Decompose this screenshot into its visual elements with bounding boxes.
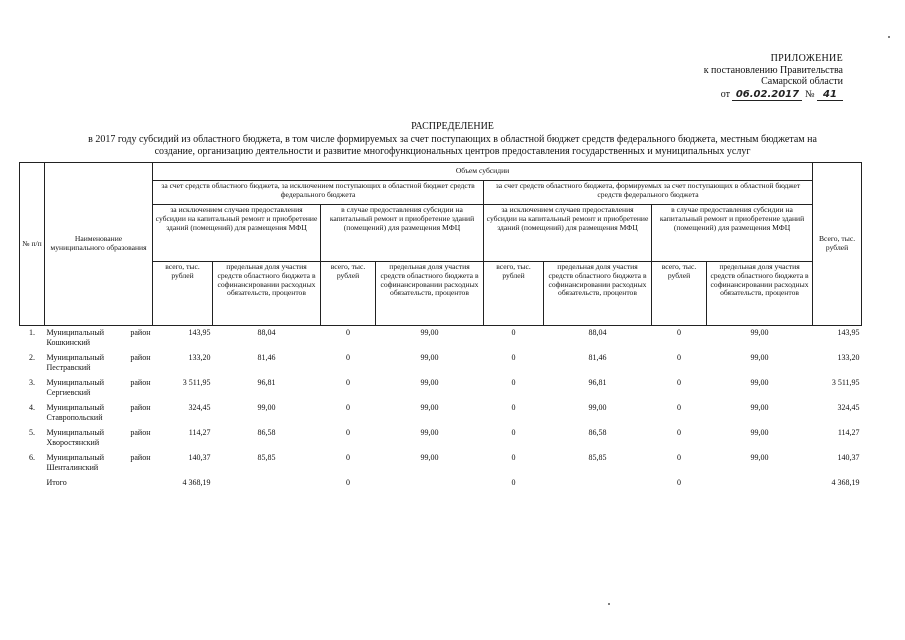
cell-share-4: 99,00 xyxy=(750,453,769,462)
handwritten-date: 06.02.2017 xyxy=(732,90,802,101)
cell-sum-2: 0 xyxy=(346,403,350,412)
name-part-b: район xyxy=(130,378,151,387)
cell-sum-2: 0 xyxy=(346,328,350,337)
cell-share-2: 99,00 xyxy=(420,403,439,412)
total-share-4-empty xyxy=(707,476,813,492)
cell-sum-4: 0 xyxy=(677,428,681,437)
appendix-title: ПРИЛОЖЕНИЕ xyxy=(770,53,843,64)
cell-sum-1: 324,45 xyxy=(188,403,211,412)
name-part-b: район xyxy=(130,453,151,462)
total-label: Итого xyxy=(46,478,67,487)
cell-total: 114,27 xyxy=(837,428,860,437)
cell-share-1: 88,04 xyxy=(257,328,276,337)
total-row xyxy=(20,476,862,492)
name-part-a: Муниципальный xyxy=(46,428,105,437)
total-sum-4: 0 xyxy=(677,478,681,487)
header-total: Всего, тыс. рублей xyxy=(813,163,862,326)
cell-share-4: 99,00 xyxy=(750,428,769,437)
row-municipality xyxy=(45,376,153,401)
cell-total: 143,95 xyxy=(837,328,860,337)
cell-sum-1: 140,37 xyxy=(188,453,211,462)
header-share-3: предельная доля участия средств областного бюджета в софинансировании расходных обязательств, процентов xyxy=(544,262,652,326)
cell-share-4: 99,00 xyxy=(750,403,769,412)
cell-share-1: 86,58 xyxy=(257,428,276,437)
scan-speck xyxy=(888,36,890,38)
table-row xyxy=(20,401,862,426)
cell-sum-1: 3 511,95 xyxy=(182,378,211,387)
row-num: 1. xyxy=(29,328,35,337)
total-share-3-empty xyxy=(544,476,652,492)
cell-sum-2: 0 xyxy=(346,353,350,362)
header-municipality: Наименование муниципального образования xyxy=(45,163,153,326)
header-federal-capital-repair: в случае предоставления субсидии на капитальный ремонт и приобретение зданий (помещений) для размещения МФЦ xyxy=(652,205,813,262)
cell-sum-2: 0 xyxy=(346,453,350,462)
cell-share-4: 99,00 xyxy=(750,378,769,387)
name-part-c: Ставропольский xyxy=(46,412,103,422)
cell-share-4: 99,00 xyxy=(750,328,769,337)
name-part-c: Сергиевский xyxy=(46,387,91,397)
name-part-a: Муниципальный xyxy=(46,353,105,362)
cell-sum-4: 0 xyxy=(677,403,681,412)
row-num: 3. xyxy=(29,378,35,387)
total-share-2-empty xyxy=(376,476,484,492)
cell-sum-3: 0 xyxy=(511,453,516,462)
cell-total: 133,20 xyxy=(837,353,860,362)
heading-line-2: создание, организацию деятельности и развитие многофункциональных центров предоставления государственных и муниципальных услуг xyxy=(154,146,751,157)
name-part-c: Хворостянский xyxy=(46,437,100,447)
table-row xyxy=(20,451,862,476)
appendix-line-1: к постановлению Правительства xyxy=(703,64,843,76)
row-municipality xyxy=(45,451,153,476)
cell-share-3: 96,81 xyxy=(588,378,607,387)
name-part-b: район xyxy=(130,328,151,337)
name-part-a: Муниципальный xyxy=(46,378,105,387)
cell-share-1: 99,00 xyxy=(257,403,276,412)
cell-sum-3: 0 xyxy=(511,403,516,412)
name-part-c: Кошкинский xyxy=(46,337,91,347)
cell-share-2: 99,00 xyxy=(420,378,439,387)
name-part-b: район xyxy=(130,353,151,362)
cell-total: 3 511,95 xyxy=(831,378,860,387)
header-regional-except: за исключением случаев предоставления субсидии на капитальный ремонт и приобретение зданий (помещений) для размещения МФЦ xyxy=(153,205,321,262)
cell-sum-4: 0 xyxy=(677,328,681,337)
cell-sum-4: 0 xyxy=(677,353,681,362)
name-part-c: Шенталинский xyxy=(46,462,99,472)
header-share-4: предельная доля участия средств областного бюджета в софинансировании расходных обязательств, процентов xyxy=(707,262,813,326)
header-sum-1: всего, тыс. рублей xyxy=(153,262,213,326)
cell-share-4: 99,00 xyxy=(750,353,769,362)
cell-share-2: 99,00 xyxy=(420,328,439,337)
document-heading xyxy=(0,121,905,159)
row-num: 2. xyxy=(29,353,35,362)
row-municipality xyxy=(45,351,153,376)
cell-share-3: 81,46 xyxy=(588,353,607,362)
cell-total: 140,37 xyxy=(837,453,860,462)
cell-sum-2: 0 xyxy=(346,378,350,387)
cell-sum-3: 0 xyxy=(511,328,516,337)
appendix-line-2: Самарской области xyxy=(761,76,843,87)
table-row xyxy=(20,326,862,352)
cell-sum-1: 114,27 xyxy=(188,428,211,437)
name-part-b: район xyxy=(130,403,151,412)
table-row xyxy=(20,376,862,401)
cell-share-2: 99,00 xyxy=(420,353,439,362)
header-regional-capital-repair: в случае предоставления субсидии на капитальный ремонт и приобретение зданий (помещений) для размещения МФЦ xyxy=(321,205,484,262)
header-sum-4: всего, тыс. рублей xyxy=(652,262,707,326)
row-num: 5. xyxy=(29,428,35,437)
name-part-b: район xyxy=(130,428,151,437)
cell-sum-3: 0 xyxy=(511,428,516,437)
scan-speck xyxy=(608,603,610,605)
appendix-block xyxy=(643,53,843,101)
from-label: от xyxy=(720,88,730,100)
cell-sum-2: 0 xyxy=(346,428,350,437)
table-header xyxy=(20,163,862,326)
cell-sum-1: 133,20 xyxy=(188,353,211,362)
header-sum-2: всего, тыс. рублей xyxy=(321,262,376,326)
header-share-2: предельная доля участия средств областного бюджета в софинансировании расходных обязательств, процентов xyxy=(376,262,484,326)
cell-sum-1: 143,95 xyxy=(188,328,211,337)
row-municipality xyxy=(45,426,153,451)
cell-share-1: 96,81 xyxy=(257,378,276,387)
cell-sum-3: 0 xyxy=(511,353,516,362)
name-part-a: Муниципальный xyxy=(46,328,105,337)
row-municipality xyxy=(45,326,153,352)
cell-sum-4: 0 xyxy=(677,378,681,387)
cell-total: 324,45 xyxy=(837,403,860,412)
table-body xyxy=(20,326,862,492)
header-subsidy-volume: Объем субсидии xyxy=(153,163,813,181)
row-num: 6. xyxy=(29,453,35,462)
cell-sum-4: 0 xyxy=(677,453,681,462)
header-federal-except: за исключением случаев предоставления субсидии на капитальный ремонт и приобретение зданий (помещений) для размещения МФЦ xyxy=(484,205,652,262)
table-row xyxy=(20,351,862,376)
number-label: № xyxy=(804,88,815,100)
header-num: № п/п xyxy=(20,163,45,326)
total-sum-3: 0 xyxy=(511,478,516,487)
decree-date-number xyxy=(643,89,843,101)
cell-share-3: 85,85 xyxy=(588,453,607,462)
name-part-a: Муниципальный xyxy=(46,453,105,462)
handwritten-number: 41 xyxy=(817,90,843,101)
name-part-a: Муниципальный xyxy=(46,403,105,412)
total-sum-2: 0 xyxy=(346,478,350,487)
cell-share-3: 88,04 xyxy=(588,328,607,337)
header-share-1: предельная доля участия средств областного бюджета в софинансировании расходных обязательств, процентов xyxy=(213,262,321,326)
heading-line-1: в 2017 году субсидий из областного бюджета, в том числе формируемых за счет поступающих в областной бюджет средств федерального бюджета, местным бюджетам на xyxy=(88,133,817,145)
total-share-1-empty xyxy=(213,476,321,492)
cell-share-1: 85,85 xyxy=(257,453,276,462)
total-num-empty xyxy=(20,476,45,492)
cell-share-1: 81,46 xyxy=(257,353,276,362)
cell-share-3: 86,58 xyxy=(588,428,607,437)
table-row xyxy=(20,426,862,451)
total-grand: 4 368,19 xyxy=(831,478,860,487)
cell-share-2: 99,00 xyxy=(420,453,439,462)
document-title: РАСПРЕДЕЛЕНИЕ xyxy=(411,121,494,132)
header-sum-3: всего, тыс. рублей xyxy=(484,262,544,326)
cell-sum-3: 0 xyxy=(511,378,516,387)
header-federal-funds: за счет средств областного бюджета, формируемых за счет поступающих в областной бюджет средств федерального бюджета xyxy=(484,181,813,205)
header-regional-budget: за счет средств областного бюджета, за исключением поступающих в областной бюджет средств федерального бюджета xyxy=(153,181,484,205)
cell-share-3: 99,00 xyxy=(588,403,607,412)
row-municipality xyxy=(45,401,153,426)
name-part-c: Пестравский xyxy=(46,362,91,372)
row-num: 4. xyxy=(29,403,35,412)
subsidy-distribution-table xyxy=(19,162,862,492)
cell-share-2: 99,00 xyxy=(420,428,439,437)
total-sum-1: 4 368,19 xyxy=(182,478,211,487)
